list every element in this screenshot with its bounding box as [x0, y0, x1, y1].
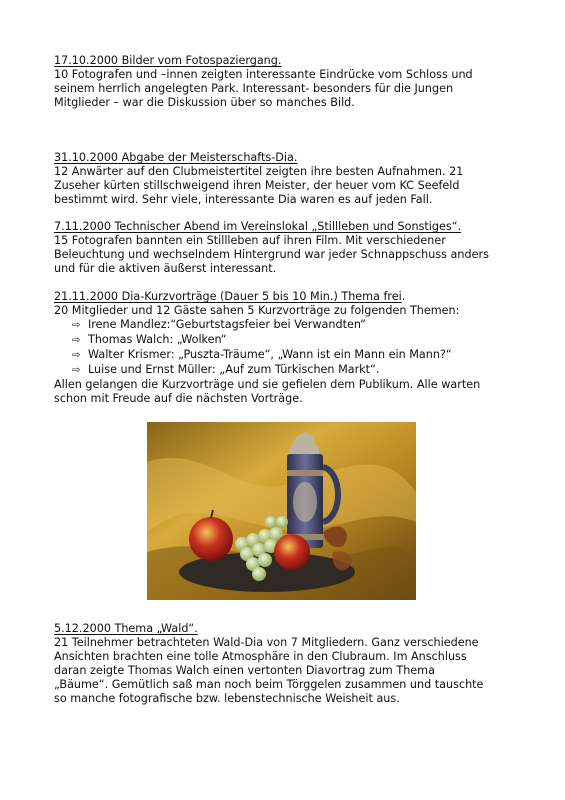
entry-title: 7.11.2000 Technischer Abend im Vereinslokal „Stillleben und Sonstiges“. [54, 220, 462, 233]
entry-fotospaziergang [54, 54, 514, 110]
entry-title: 21.11.2000 Dia-Kurzvorträge (Dauer 5 bis 10 Min.) Thema frei [54, 290, 402, 303]
entry-title-suffix: . [401, 290, 406, 303]
entry-text-line: 12 Anwärter auf den Clubmeistertitel zeigten ihre besten Aufnahmen. 21 [54, 165, 464, 178]
still-life-illustration [147, 422, 416, 600]
list-item [72, 318, 514, 333]
entry-intro: 20 Mitglieder und 12 Gäste sahen 5 Kurzvorträge zu folgenden Themen: [54, 304, 460, 317]
entry-text-line: 15 Fotografen bannten ein Stillleben auf ihren Film. Mit verschiedener [54, 234, 446, 247]
entry-text-line: schon mit Freude auf die nächsten Vorträge. [54, 392, 303, 405]
talk-text: Irene Mandlez:“Geburtstagsfeier bei Verwandten“ [88, 318, 366, 331]
entry-text-line: Zuseher kürten stillschweigend ihren Meister, der heuer vom KC Seefeld [54, 179, 460, 192]
list-item [72, 363, 514, 378]
arrow-right-outline-icon: ⇨ [72, 335, 81, 346]
entry-text-line: „Bäume“. Gemütlich saß man noch beim Törggelen zusammen und tauschte [54, 678, 484, 691]
list-item [72, 348, 514, 363]
entry-title: 17.10.2000 Bilder vom Fotospaziergang. [54, 54, 282, 67]
arrow-right-outline-icon: ⇨ [72, 350, 81, 361]
entry-text-line: Mitglieder – war die Diskussion über so manches Bild. [54, 96, 355, 109]
entry-text-line: Allen gelangen die Kurzvorträge und sie gefielen dem Publikum. Alle warten [54, 378, 481, 391]
entry-technischer-abend [54, 220, 514, 276]
apple-left [189, 517, 233, 561]
entry-text-line: daran zeigte Thomas Walch einen vertonten Diavortrag zum Thema [54, 664, 435, 677]
entry-meisterschaft [54, 151, 514, 207]
talk-text: Thomas Walch: „Wolken“ [88, 333, 227, 346]
talk-text: Luise und Ernst Müller: „Auf zum Türkischen Markt“. [88, 363, 380, 376]
entry-text-line: Ansichten brachten eine tolle Atmosphäre in den Clubraum. Im Anschluss [54, 650, 467, 663]
entry-title-line [54, 290, 514, 304]
entry-kurzvortraege [54, 290, 514, 406]
talk-list [54, 318, 514, 378]
entry-thema-wald [54, 622, 514, 706]
entry-text-line: 10 Fotografen und –innen zeigten interessante Eindrücke vom Schloss und [54, 68, 473, 81]
entry-text-line: so manche fotografische bzw. lebenstechnische Weisheit aus. [54, 692, 400, 705]
apple-right [274, 534, 310, 570]
entry-title: 31.10.2000 Abgabe der Meisterschafts-Dia. [54, 151, 298, 164]
arrow-right-outline-icon: ⇨ [72, 365, 81, 376]
entry-text-line: 21 Teilnehmer betrachteten Wald-Dia von 7 Mitgliedern. Ganz verschiedene [54, 636, 479, 649]
talk-text: Walter Krismer: „Puszta-Träume“, „Wann ist ein Mann ein Mann?“ [88, 348, 452, 361]
still-life-photo [147, 422, 416, 600]
list-item [72, 333, 514, 348]
entry-text-line: Beleuchtung und wechselndem Hintergrund war jeder Schnappschuss anders [54, 248, 489, 261]
entry-text-line: und für die aktiven äußerst interessant. [54, 262, 277, 275]
entry-text-line: seinem herrlich angelegten Park. Interessant- besonders für die Jungen [54, 82, 454, 95]
entry-title: 5.12.2000 Thema „Wald“. [54, 622, 198, 635]
entry-text-line: bestimmt wird. Sehr viele, interessante Dia waren es auf jeden Fall. [54, 193, 433, 206]
arrow-right-outline-icon: ⇨ [72, 320, 81, 331]
